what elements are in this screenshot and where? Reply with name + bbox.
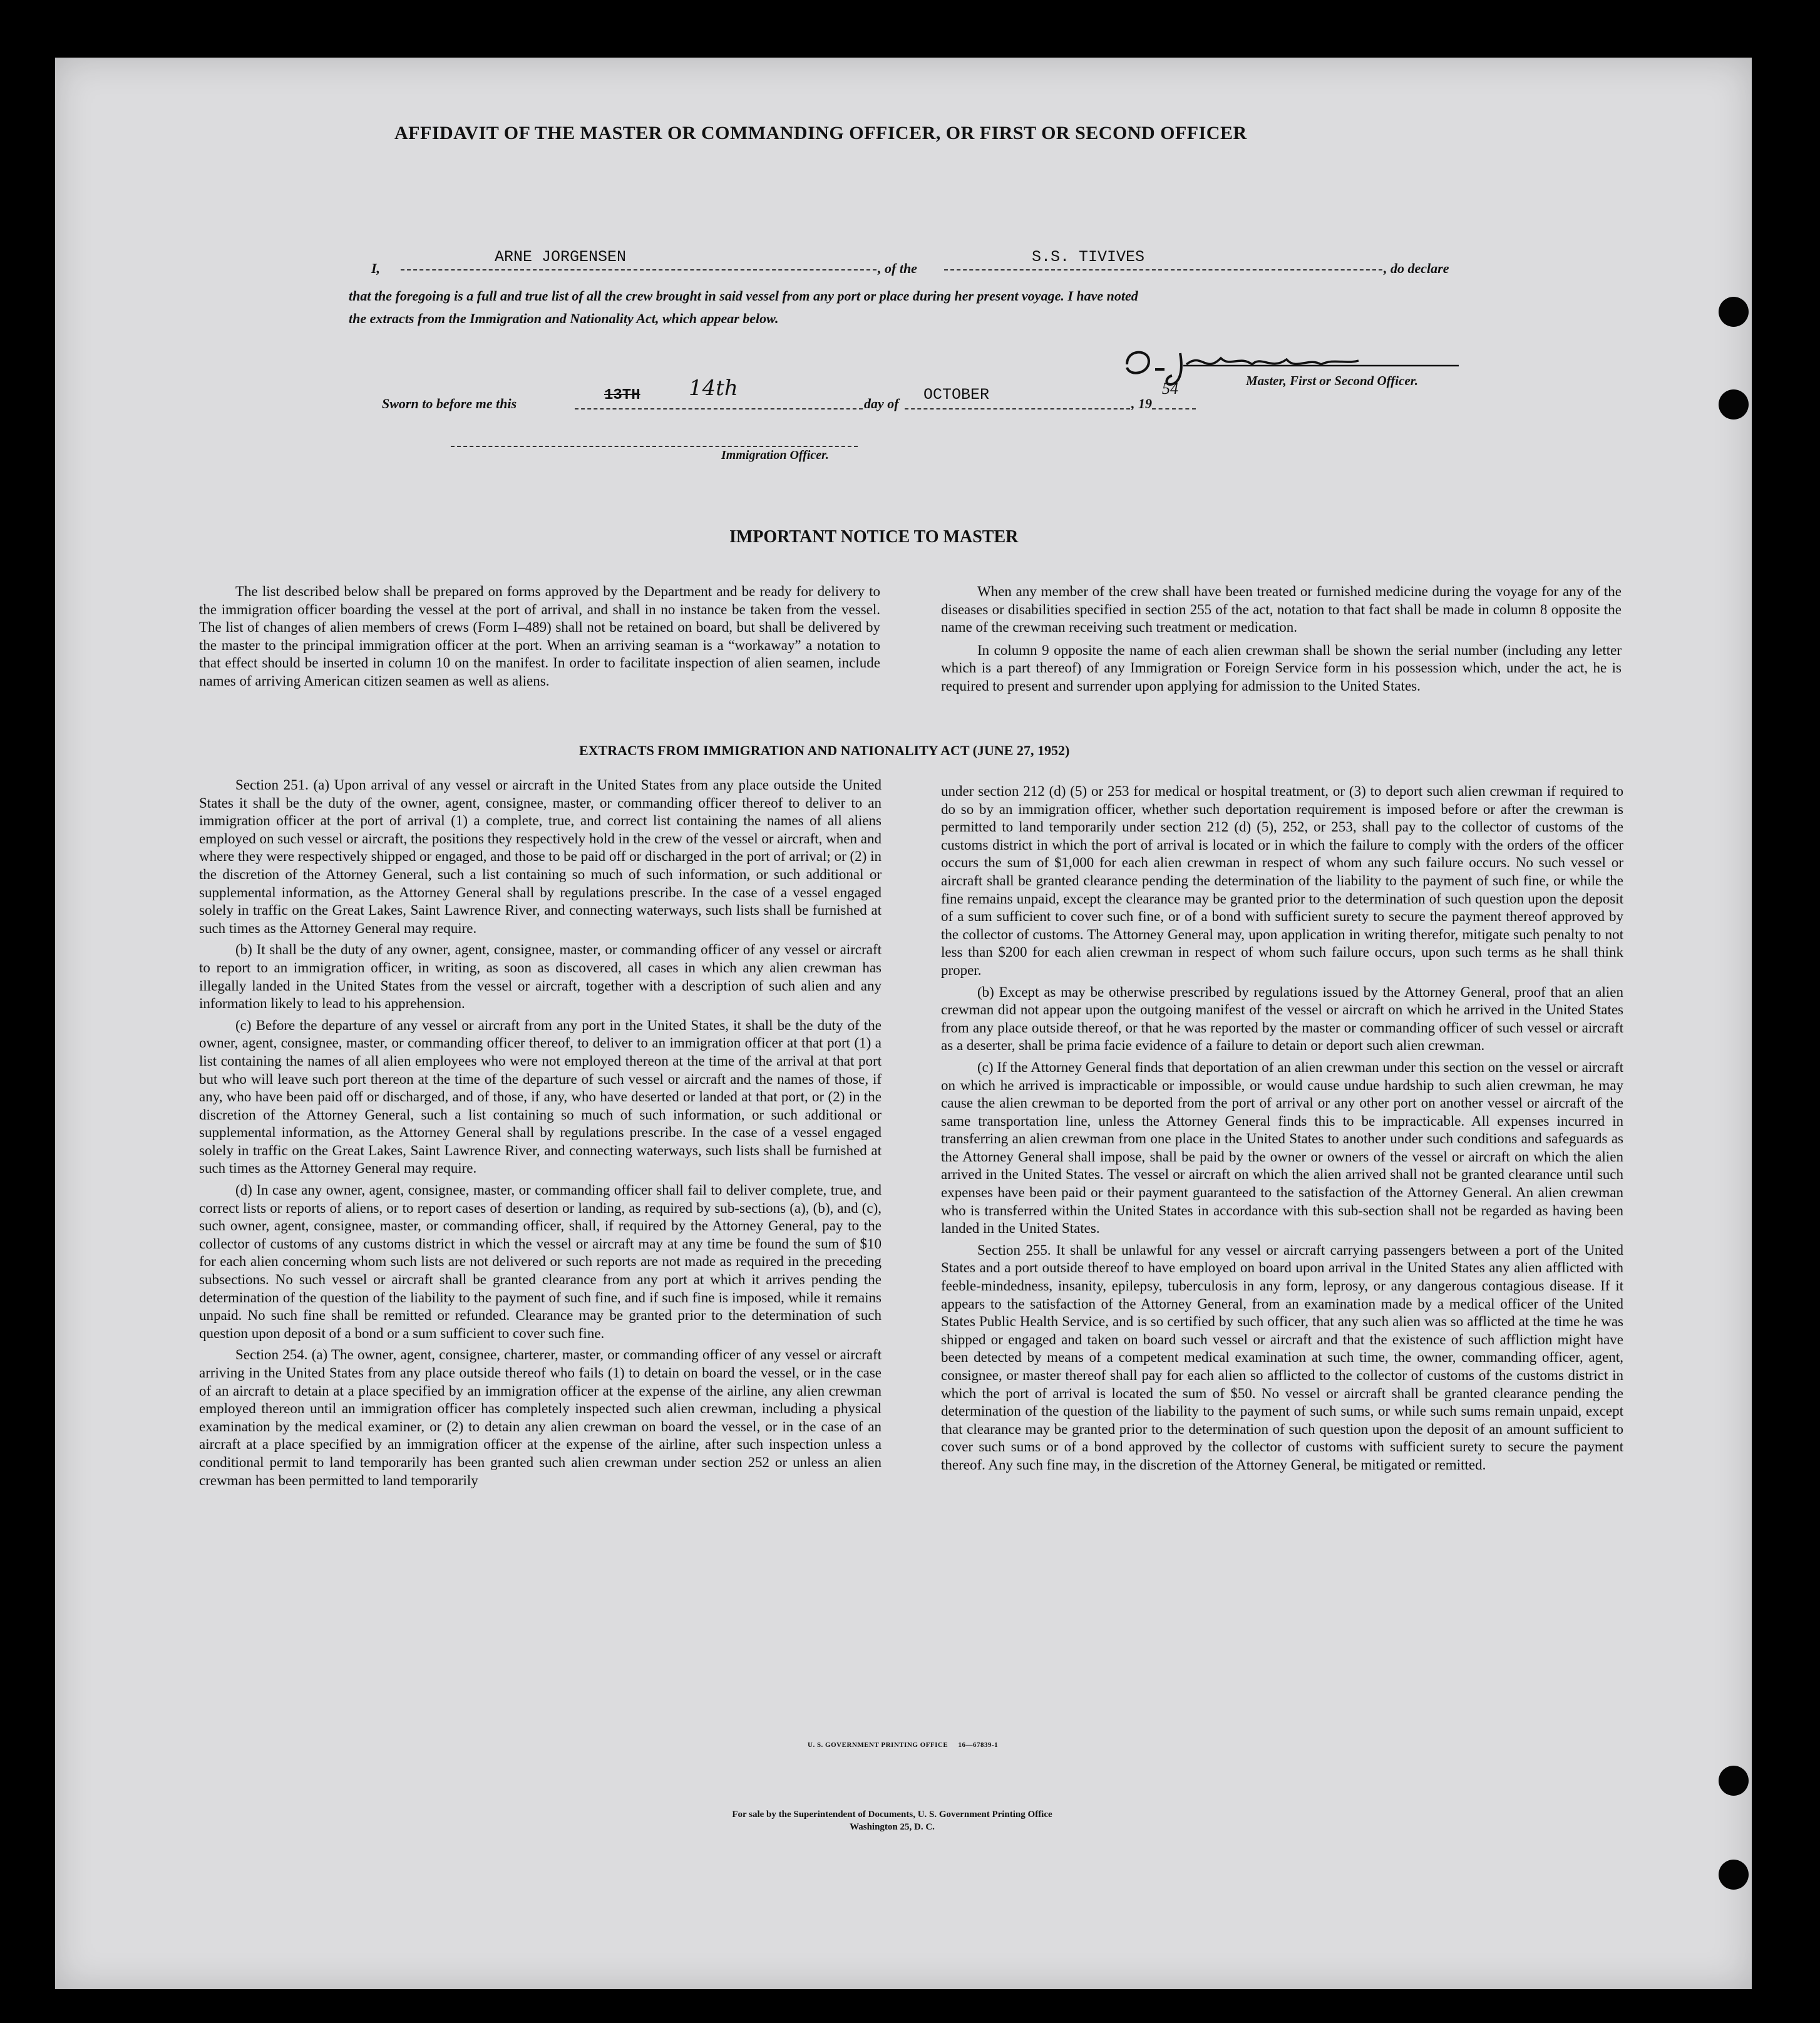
form-title: AFFIDAVIT OF THE MASTER OR COMMANDING OFFICER, OR FIRST OR SECOND OFFICER [394, 123, 1247, 143]
signature-caption: Master, First or Second Officer. [1246, 373, 1418, 388]
affidavit-line-2: that the foregoing is a full and true list of all the crew brought in said vessel from any port or place during her present voyage. I have noted [349, 288, 1138, 304]
affidavit-prefix: I, [371, 260, 381, 276]
section-254-a: Section 254. (a) The owner, agent, consignee, charterer, master, or commanding officer of any vessel or aircraft arriving in the United States from any place outside thereof who fails (1) to detain on board the vessel, or in the case of an aircraft to detain at a place specified by an immigration officer at the expense of the airline, any alien crewman employed thereon until an immigration officer has completely inspected such alien crewman, including a physical examination by the medical examiner, or (2) to detain any alien crewman on board the vessel, or in the case of an aircraft at a place specified by an immigration officer at the expense of the airline, after such inspection unless a conditional permit to land temporarily has been granted such alien crewman under section 252 or unless an alien crewman has been permitted to land temporarily [199, 1347, 882, 1488]
immigration-officer-caption: Immigration Officer. [721, 448, 829, 462]
notice-right-paragraph-2: In column 9 opposite the name of each alien crewman shall be shown the serial number (including any letter which is a part thereof) of any Immigration or Foreign Service form in his possession which, under the act, he is required to present and surrender upon applying for admission to the United States. [941, 642, 1622, 694]
section-251-a: Section 251. (a) Upon arrival of any vessel or aircraft in the United States from any place outside the United States it shall be the duty of the owner, agent, consignee, master, or commanding officer thereof to deliver to an immigration officer at the port of arrival (1) a complete, true, and correct list containing the names of all aliens employed on such vessel or aircraft, the positions they respectively hold in the crew of the vessel or aircraft, when and where they were respectively shipped or engaged, and those to be paid off or discharged in the port of arrival; or (2) in the discretion of the Attorney General, such a list containing so much of such information, or such additional or supplemental information, as the Attorney General shall by regulations prescribe. In the case of a vessel engaged solely in traffic on the Great Lakes, Saint Lawrence River, and connecting waterways, such lists shall be furnished at such times as the Attorney General may require. [199, 777, 882, 936]
section-255: Section 255. It shall be unlawful for any vessel or aircraft carrying passengers between a port of the United States and a port outside thereof to have employed on board upon arrival in the United States any alien afflicted with feeble-mindedness, insanity, epilepsy, tuberculosis in any form, leprosy, or any dangerous contagious disease. If it appears to the satisfaction of the Attorney General, from an examination made by a medical officer of the United States Public Health Service, and is so certified by such officer, that any such alien was so afflicted at the time he was shipped or engaged and taken on board such vessel or aircraft and that the existence of such affliction might have been detected by means of a competent medical examination at such time, the owner, commanding officer, agent, consignee, or master thereof shall pay for each alien so afflicted to the collector of customs of the customs district in which the port of arrival is located the sum of $50. No vessel or aircraft shall be granted clearance pending the determination of the question of the liability to the payment of such sums, or while such sums remain unpaid, except that clearance may be granted prior to the determination of such question upon the deposit of an amount sufficient to cover such sums or of a bond approved by the collector of customs with sufficient surety to secure the payment thereof. Any such fine may, in the discretion of the Attorney General, be mitigated or remitted. [941, 1242, 1623, 1473]
month-line [905, 408, 1130, 409]
sworn-label: Sworn to before me this [382, 396, 517, 411]
section-254-a-continued: under section 212 (d) (5) or 253 for medical or hospital treatment, or (3) to deport such alien crewman if required to do so by an immigration officer, whether such deportation requirement is imposed before or after the crewman is permitted to land temporarily under section 212 (d) (5), 252, or 253, shall pay to the collector of customs of the customs district in which the port of arrival is located or in which the failure to comply with the orders of the officer occurs the sum of $1,000 for each alien crewman in respect of whom any such failure occurs. No such vessel or aircraft shall be granted clearance pending the determination of the liability to the payment of such fine, or while the fine remains unpaid, except the clearance may be granted prior to the determination of such question upon the deposit of a sum sufficient to cover such fine, or of a bond with sufficient surety to secure the payment thereof approved by the collector of customs. The Attorney General may, upon application in writing therefor, mitigate such penalty to not less than $200 for each alien crewman in respect of whom such failure occurs, upon such terms as he shall think proper. [941, 783, 1623, 978]
extracts-title: EXTRACTS FROM IMMIGRATION AND NATIONALITY ACT (JUNE 27, 1952) [579, 743, 1070, 758]
footer-line-2: Washington 25, D. C. [850, 1822, 935, 1832]
sworn-day-struck: 13TH [604, 387, 640, 404]
footer-line-1: For sale by the Superintendent of Documents, U. S. Government Printing Office [732, 1809, 1052, 1820]
notice-right-paragraph-1: When any member of the crew shall have been treated or furnished medicine during the voyage for any of the diseases or disabilities specified in section 255 of the act, notation to that fact shall be made in column 8 opposite the name of the crewman receiving such treatment or medication. [941, 584, 1622, 636]
vessel-name-field[interactable]: S.S. TIVIVES [1032, 248, 1145, 266]
of-the-label: , of the [878, 260, 917, 276]
printing-office-line: U. S. GOVERNMENT PRINTING OFFICE 16—67839-1 [808, 1741, 999, 1749]
section-251-b: (b) It shall be the duty of any owner, agent, consignee, master, or commanding officer of any vessel or aircraft to report to an immigration officer, in writing, as soon as discovered, all cases in which any alien crewman has illegally landed in the United States from the vessel or aircraft, together with a description of such alien and any information likely to lead to his apprehension. [199, 942, 882, 1012]
extracts-right-column [941, 783, 1623, 1475]
officer-name-field[interactable]: ARNE JORGENSEN [495, 248, 627, 266]
section-254-c: (c) If the Attorney General finds that deportation of an alien crewman under this section on the vessel or aircraft on which he arrived is impracticable or impossible, or would cause undue hardship to such alien crewman, he may cause the alien crewman to be deported from the port of arrival or any other port on another vessel or aircraft of the same transportation line, unless the Attorney General finds this to be impracticable. All expenses incurred in transferring an alien crewman from one place in the United States to another under such conditions and safeguards as the Attorney General shall impose, shall be paid by the owner or owners of the vessel or aircraft on which the alien arrived in the United States. The vessel or aircraft on which the alien arrived shall not be granted clearance until such expenses have been paid or their payment guaranteed to the satisfaction of the Attorney General. An alien crewman who is transferred within the United States in accordance with this sub-section shall not be regarded as having been landed in the United States. [941, 1059, 1623, 1237]
punch-hole [1719, 1860, 1749, 1890]
notice-right-column [941, 583, 1622, 696]
year-prefix: , 19 [1131, 396, 1152, 411]
sworn-month-field[interactable]: OCTOBER [923, 386, 990, 404]
day-of-label: day of [864, 396, 899, 411]
punch-hole [1719, 389, 1749, 420]
punch-hole [1719, 297, 1749, 327]
notice-left-paragraph: The list described below shall be prepared on forms approved by the Department and be ready for delivery to the immigration officer boarding the vessel at the port of arrival, and shall in no instance be taken from the vessel. The list of changes of alien members of crews (Form I–489) shall not be retained on board, but shall be delivered by the master to the principal immigration officer at the port. When an arriving seaman is a “workaway” a notation to that effect should be inserted in column 10 on the manifest. In order to facilitate inspection of alien seamen, include names of arriving American citizen seamen as well as aliens. [199, 584, 880, 689]
vessel-name-line [944, 269, 1382, 270]
notice-left-column [199, 583, 880, 691]
sworn-day-line [575, 408, 863, 409]
section-251-d: (d) In case any owner, agent, consignee, master, or commanding officer shall fail to deliver complete, true, and correct lists or reports of aliens, or to report cases of desertion or landing, as required by sub-sections (a), (b), and (c), such owner, agent, consignee, master, or commanding officer, shall, if required by the Attorney General, pay to the collector of customs of any customs district in which the vessel or aircraft may at any time be found the sum of $10 for each alien concerning whom such lists are not delivered or such reports are not made as required in the preceding subsections. No such vessel or aircraft shall be granted clearance from any port at which it arrives pending the determination of the question of the liability to the payment of such fine, and if such fine is imposed, while it remains unpaid. No such fine shall be remitted or refunded. Clearance may be granted prior to the determination of such question upon deposit of a bond or a sum sufficient to cover such fine. [199, 1182, 882, 1341]
sworn-year-field[interactable]: 54 [1162, 379, 1178, 398]
punch-hole [1719, 1766, 1749, 1796]
do-declare-label: , do declare [1384, 260, 1449, 276]
sworn-day-handwritten: 14th [689, 376, 738, 401]
affidavit-line-3: the extracts from the Immigration and Nationality Act, which appear below. [349, 311, 779, 326]
year-line [1152, 408, 1196, 409]
extracts-left-column [199, 776, 882, 1490]
immigration-officer-signature-line [451, 446, 858, 447]
section-251-c: (c) Before the departure of any vessel or aircraft from any port in the United States, it shall be the duty of the owner, agent, consignee, master, or commanding officer thereof, to deliver to an immigration officer at that port (1) a list containing the names of all alien employees who were not employed thereon at the time of the arrival at that port but who will leave such port thereon at the time of the departure of such vessel or aircraft and the names of those, if any, who have been paid off or discharged, and of those, if any, who have deserted or landed at that port, or (2) in the discretion of the Attorney General, such a list containing so much of such information, or such additional or supplemental information, as the Attorney General shall by regulations prescribe. In the case of a vessel engaged solely in traffic on the Great Lakes, Saint Lawrence River, and connecting waterways, such lists shall be furnished at such times as the Attorney General may require. [199, 1017, 882, 1176]
notice-title: IMPORTANT NOTICE TO MASTER [729, 527, 1019, 547]
officer-name-line [401, 269, 877, 270]
section-254-b: (b) Except as may be otherwise prescribed by regulations issued by the Attorney General, proof that an alien crewman did not appear upon the outgoing manifest of the vessel or aircraft on which he arrived in the United States from any place outside thereof, or that he was reported by the master or commanding officer of such vessel or aircraft as a deserter, shall be prima facie evidence of a failure to detain or deport such alien crewman. [941, 984, 1623, 1054]
